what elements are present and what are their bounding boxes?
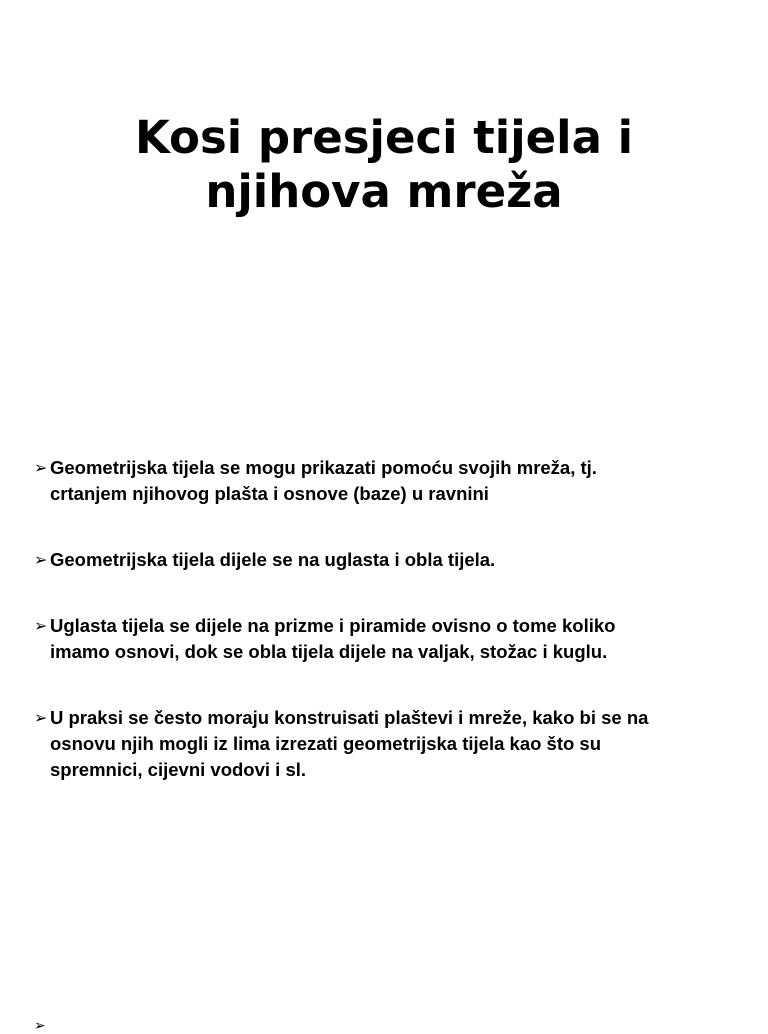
arrow-bullet-icon: ➢ [34, 458, 48, 477]
bullet-item-podjela [34, 547, 744, 573]
bullet-list [34, 455, 744, 823]
arrow-bullet-icon: ➢ [34, 708, 48, 727]
slide-title-line-1: Kosi presjeci tijela i [134, 111, 634, 164]
bullet-text-line: osnovu njih mogli iz lima izrezati geometrijska tijela kao što su [50, 733, 602, 754]
bullet-item-praksa [34, 705, 744, 783]
arrow-bullet-icon: ➢ [34, 550, 48, 569]
slide-title [0, 111, 768, 219]
bullet-item-mreze [34, 455, 744, 507]
arrow-bullet-icon: ➢ [34, 1018, 46, 1034]
bullet-text-line: U praksi se često moraju konstruisati plaštevi i mreže, kako bi se na [50, 707, 649, 728]
bullet-text-line: crtanjem njihovog plašta i osnove (baze) u ravnini [50, 483, 489, 504]
bullet-item-uglasta-obla [34, 613, 744, 665]
bullet-text-line: Uglasta tijela se dijele na prizme i piramide ovisno o tome koliko [50, 615, 616, 636]
bullet-text-line: spremnici, cijevni vodovi i sl. [50, 759, 307, 780]
next-slide-edge [0, 1016, 768, 1034]
slide-title-line-2: njihova mreža [205, 165, 563, 218]
bullet-text-line: imamo osnovi, dok se obla tijela dijele na valjak, stožac i kuglu. [50, 641, 608, 662]
bullet-text-line: Geometrijska tijela dijele se na uglasta i obla tijela. [50, 549, 496, 570]
arrow-bullet-icon: ➢ [34, 616, 48, 635]
bullet-text-line: Geometrijska tijela se mogu prikazati pomoću svojih mreža, tj. [50, 457, 597, 478]
